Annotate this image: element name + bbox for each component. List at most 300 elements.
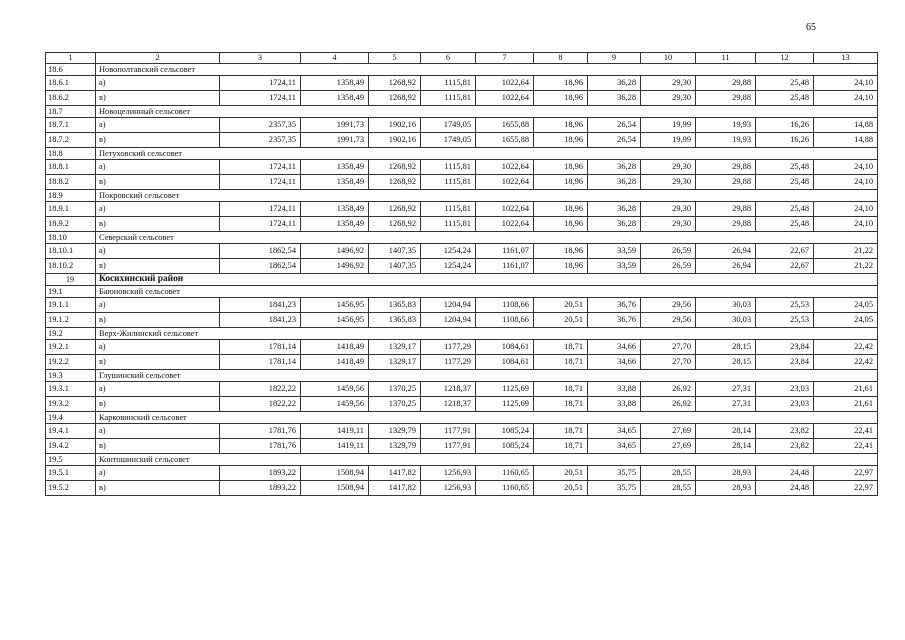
- value-cell: 1841,23: [220, 313, 301, 328]
- value-cell: 1204,94: [421, 298, 476, 313]
- section-name: Баюновский сельсовет: [96, 286, 878, 298]
- value-cell: 14,88: [814, 118, 878, 133]
- value-cell: 26,54: [588, 118, 641, 133]
- value-cell: 28,93: [696, 466, 756, 481]
- value-cell: 22,42: [814, 355, 878, 370]
- row-label: в): [96, 91, 220, 106]
- table-row: [46, 340, 878, 355]
- value-cell: 24,48: [756, 481, 814, 496]
- value-cell: 1724,11: [220, 202, 301, 217]
- value-cell: 18,96: [534, 76, 588, 91]
- table-row: [46, 481, 878, 496]
- value-cell: 18,96: [534, 217, 588, 232]
- row-code: 19.4: [46, 412, 96, 424]
- value-cell: 1724,11: [220, 160, 301, 175]
- value-cell: 18,96: [534, 91, 588, 106]
- value-cell: 33,88: [588, 397, 641, 412]
- value-cell: 24,10: [814, 160, 878, 175]
- value-cell: 1218,37: [421, 397, 476, 412]
- value-cell: 1160,65: [476, 481, 534, 496]
- value-cell: 27,31: [696, 397, 756, 412]
- value-cell: 1022,64: [476, 91, 534, 106]
- header-cell: 1: [46, 53, 96, 64]
- row-code: 19.1.1: [46, 298, 96, 313]
- value-cell: 20,51: [534, 466, 588, 481]
- section-row: [46, 106, 878, 118]
- row-label: в): [96, 133, 220, 148]
- value-cell: 1329,17: [369, 355, 421, 370]
- section-name: Карковинский сельсовет: [96, 412, 878, 424]
- value-cell: 29,88: [696, 160, 756, 175]
- value-cell: 1115,81: [421, 91, 476, 106]
- value-cell: 1459,56: [301, 382, 369, 397]
- value-cell: 1370,25: [369, 397, 421, 412]
- row-label: в): [96, 175, 220, 190]
- value-cell: 25,48: [756, 91, 814, 106]
- row-label: а): [96, 340, 220, 355]
- header-cell: 9: [588, 53, 641, 64]
- row-label: а): [96, 466, 220, 481]
- value-cell: 29,88: [696, 202, 756, 217]
- value-cell: 36,28: [588, 202, 641, 217]
- row-code: 19.4.1: [46, 424, 96, 439]
- value-cell: 1417,82: [369, 466, 421, 481]
- value-cell: 26,59: [641, 244, 696, 259]
- value-cell: 1108,66: [476, 313, 534, 328]
- value-cell: 21,61: [814, 382, 878, 397]
- row-code: 19.4.2: [46, 439, 96, 454]
- value-cell: 1022,64: [476, 160, 534, 175]
- value-cell: 24,05: [814, 313, 878, 328]
- value-cell: 1256,93: [421, 481, 476, 496]
- value-cell: 29,30: [641, 160, 696, 175]
- row-label: в): [96, 259, 220, 274]
- value-cell: 1268,92: [369, 91, 421, 106]
- value-cell: 18,71: [534, 355, 588, 370]
- value-cell: 16,26: [756, 133, 814, 148]
- row-label: а): [96, 244, 220, 259]
- value-cell: 1407,35: [369, 259, 421, 274]
- value-cell: 1108,66: [476, 298, 534, 313]
- value-cell: 1496,92: [301, 259, 369, 274]
- value-cell: 18,71: [534, 382, 588, 397]
- value-cell: 2357,35: [220, 118, 301, 133]
- value-cell: 1724,11: [220, 217, 301, 232]
- value-cell: 1724,11: [220, 175, 301, 190]
- value-cell: 1254,24: [421, 259, 476, 274]
- header-cell: 7: [476, 53, 534, 64]
- value-cell: 27,31: [696, 382, 756, 397]
- value-cell: 1781,76: [220, 424, 301, 439]
- value-cell: 1456,95: [301, 298, 369, 313]
- value-cell: 1329,79: [369, 439, 421, 454]
- value-cell: 18,96: [534, 118, 588, 133]
- value-cell: 25,48: [756, 160, 814, 175]
- row-code: 19.5.2: [46, 481, 96, 496]
- value-cell: 22,41: [814, 439, 878, 454]
- value-cell: 1022,64: [476, 217, 534, 232]
- value-cell: 1022,64: [476, 175, 534, 190]
- value-cell: 1862,54: [220, 244, 301, 259]
- value-cell: 1370,25: [369, 382, 421, 397]
- value-cell: 21,22: [814, 259, 878, 274]
- value-cell: 28,15: [696, 340, 756, 355]
- section-row: [46, 190, 878, 202]
- value-cell: 1459,56: [301, 397, 369, 412]
- value-cell: 29,30: [641, 91, 696, 106]
- value-cell: 1268,92: [369, 217, 421, 232]
- section-name: Контошинский сельсовет: [96, 454, 878, 466]
- value-cell: 1268,92: [369, 76, 421, 91]
- value-cell: 22,41: [814, 424, 878, 439]
- value-cell: 1508,94: [301, 481, 369, 496]
- table-row: [46, 118, 878, 133]
- value-cell: 34,66: [588, 340, 641, 355]
- value-cell: 1329,17: [369, 340, 421, 355]
- value-cell: 30,03: [696, 298, 756, 313]
- value-cell: 1115,81: [421, 217, 476, 232]
- row-code: 19.3: [46, 370, 96, 382]
- value-cell: 1268,92: [369, 175, 421, 190]
- value-cell: 24,10: [814, 91, 878, 106]
- value-cell: 18,96: [534, 175, 588, 190]
- row-code: 19.2: [46, 328, 96, 340]
- value-cell: 29,88: [696, 217, 756, 232]
- value-cell: 1902,16: [369, 133, 421, 148]
- row-code: 19.1: [46, 286, 96, 298]
- value-cell: 1160,65: [476, 466, 534, 481]
- row-code: 18.6.1: [46, 76, 96, 91]
- table-row: [46, 160, 878, 175]
- value-cell: 23,82: [756, 439, 814, 454]
- value-cell: 26,59: [641, 259, 696, 274]
- value-cell: 26,94: [696, 244, 756, 259]
- table-row: [46, 202, 878, 217]
- section-name: Новоцелинный сельсовет: [96, 106, 878, 118]
- row-code: 19.3.2: [46, 397, 96, 412]
- row-code: 18.9.2: [46, 217, 96, 232]
- row-label: в): [96, 481, 220, 496]
- district-name: Косихинский район: [96, 274, 878, 286]
- value-cell: 1254,24: [421, 244, 476, 259]
- value-cell: 2357,35: [220, 133, 301, 148]
- value-cell: 33,59: [588, 244, 641, 259]
- value-cell: 1781,14: [220, 355, 301, 370]
- section-row: [46, 454, 878, 466]
- row-code: 19.3.1: [46, 382, 96, 397]
- value-cell: 1084,61: [476, 355, 534, 370]
- value-cell: 23,84: [756, 340, 814, 355]
- value-cell: 1161,07: [476, 244, 534, 259]
- value-cell: 1177,91: [421, 439, 476, 454]
- value-cell: 1358,49: [301, 91, 369, 106]
- table-body: [46, 53, 878, 496]
- table-row: [46, 397, 878, 412]
- value-cell: 34,65: [588, 439, 641, 454]
- value-cell: 29,30: [641, 175, 696, 190]
- header-cell: 10: [641, 53, 696, 64]
- row-code: 19: [46, 274, 96, 286]
- section-row: [46, 232, 878, 244]
- section-row: [46, 148, 878, 160]
- row-label: в): [96, 397, 220, 412]
- value-cell: 16,26: [756, 118, 814, 133]
- value-cell: 29,88: [696, 76, 756, 91]
- value-cell: 28,14: [696, 439, 756, 454]
- value-cell: 1781,76: [220, 439, 301, 454]
- value-cell: 24,10: [814, 76, 878, 91]
- value-cell: 1655,88: [476, 133, 534, 148]
- value-cell: 26,54: [588, 133, 641, 148]
- value-cell: 1085,24: [476, 439, 534, 454]
- row-label: а): [96, 382, 220, 397]
- value-cell: 24,05: [814, 298, 878, 313]
- section-row: [46, 328, 878, 340]
- section-name: Покровский сельсовет: [96, 190, 878, 202]
- value-cell: 18,96: [534, 133, 588, 148]
- value-cell: 1329,79: [369, 424, 421, 439]
- value-cell: 36,28: [588, 91, 641, 106]
- row-code: 18.9.1: [46, 202, 96, 217]
- row-code: 19.2.1: [46, 340, 96, 355]
- row-code: 18.10.1: [46, 244, 96, 259]
- value-cell: 1115,81: [421, 175, 476, 190]
- section-row: [46, 286, 878, 298]
- value-cell: 22,42: [814, 340, 878, 355]
- section-name: Верх-Жилинский сельсовет: [96, 328, 878, 340]
- value-cell: 23,03: [756, 382, 814, 397]
- value-cell: 1204,94: [421, 313, 476, 328]
- value-cell: 1724,11: [220, 91, 301, 106]
- section-name: Петуховский сельсовет: [96, 148, 878, 160]
- value-cell: 33,59: [588, 259, 641, 274]
- table-row: [46, 424, 878, 439]
- value-cell: 18,71: [534, 340, 588, 355]
- row-label: в): [96, 355, 220, 370]
- value-cell: 1893,22: [220, 481, 301, 496]
- value-cell: 29,56: [641, 298, 696, 313]
- table-row: [46, 382, 878, 397]
- value-cell: 22,97: [814, 481, 878, 496]
- header-cell: 5: [369, 53, 421, 64]
- value-cell: 1822,22: [220, 382, 301, 397]
- section-row: [46, 370, 878, 382]
- value-cell: 1115,81: [421, 160, 476, 175]
- value-cell: 1358,49: [301, 217, 369, 232]
- value-cell: 27,69: [641, 424, 696, 439]
- value-cell: 1365,83: [369, 298, 421, 313]
- value-cell: 19,99: [641, 118, 696, 133]
- value-cell: 1125,69: [476, 382, 534, 397]
- row-code: 18.10.2: [46, 259, 96, 274]
- value-cell: 1085,24: [476, 424, 534, 439]
- value-cell: 28,15: [696, 355, 756, 370]
- row-label: а): [96, 424, 220, 439]
- value-cell: 19,93: [696, 133, 756, 148]
- section-row: [46, 412, 878, 424]
- value-cell: 1161,07: [476, 259, 534, 274]
- value-cell: 1655,88: [476, 118, 534, 133]
- value-cell: 1218,37: [421, 382, 476, 397]
- value-cell: 25,48: [756, 76, 814, 91]
- row-code: 18.7.1: [46, 118, 96, 133]
- value-cell: 24,10: [814, 175, 878, 190]
- row-code: 18.10: [46, 232, 96, 244]
- value-cell: 1125,69: [476, 397, 534, 412]
- value-cell: 25,48: [756, 202, 814, 217]
- table-row: [46, 355, 878, 370]
- row-code: 19.5: [46, 454, 96, 466]
- value-cell: 1749,05: [421, 118, 476, 133]
- value-cell: 36,28: [588, 175, 641, 190]
- value-cell: 1115,81: [421, 76, 476, 91]
- value-cell: 1841,23: [220, 298, 301, 313]
- table-row: [46, 217, 878, 232]
- table-row: [46, 313, 878, 328]
- value-cell: 18,71: [534, 397, 588, 412]
- value-cell: 26,94: [696, 259, 756, 274]
- row-code: 19.2.2: [46, 355, 96, 370]
- value-cell: 1418,49: [301, 340, 369, 355]
- value-cell: 36,28: [588, 217, 641, 232]
- value-cell: 1496,92: [301, 244, 369, 259]
- value-cell: 34,65: [588, 424, 641, 439]
- section-row: [46, 64, 878, 76]
- value-cell: 34,66: [588, 355, 641, 370]
- value-cell: 20,51: [534, 298, 588, 313]
- row-label: в): [96, 439, 220, 454]
- table-row: [46, 466, 878, 481]
- row-code: 18.9: [46, 190, 96, 202]
- value-cell: 1781,14: [220, 340, 301, 355]
- value-cell: 1084,61: [476, 340, 534, 355]
- value-cell: 29,30: [641, 202, 696, 217]
- value-cell: 24,10: [814, 202, 878, 217]
- value-cell: 36,28: [588, 76, 641, 91]
- value-cell: 1177,29: [421, 340, 476, 355]
- value-cell: 14,88: [814, 133, 878, 148]
- value-cell: 22,97: [814, 466, 878, 481]
- value-cell: 26,92: [641, 397, 696, 412]
- value-cell: 25,53: [756, 298, 814, 313]
- value-cell: 18,96: [534, 244, 588, 259]
- value-cell: 1358,49: [301, 160, 369, 175]
- header-cell: 3: [220, 53, 301, 64]
- row-label: в): [96, 313, 220, 328]
- value-cell: 1022,64: [476, 202, 534, 217]
- value-cell: 23,03: [756, 397, 814, 412]
- value-cell: 28,14: [696, 424, 756, 439]
- table-row: [46, 175, 878, 190]
- value-cell: 20,51: [534, 481, 588, 496]
- table-row: [46, 133, 878, 148]
- value-cell: 29,30: [641, 76, 696, 91]
- value-cell: 1268,92: [369, 160, 421, 175]
- header-cell: 8: [534, 53, 588, 64]
- value-cell: 25,48: [756, 175, 814, 190]
- row-code: 19.5.1: [46, 466, 96, 481]
- value-cell: 1862,54: [220, 259, 301, 274]
- row-code: 18.6.2: [46, 91, 96, 106]
- value-cell: 24,48: [756, 466, 814, 481]
- header-cell: 6: [421, 53, 476, 64]
- value-cell: 33,88: [588, 382, 641, 397]
- row-label: а): [96, 202, 220, 217]
- section-name: Новополтавский сельсовет: [96, 64, 878, 76]
- value-cell: 1724,11: [220, 76, 301, 91]
- value-cell: 1991,73: [301, 133, 369, 148]
- row-code: 18.7.2: [46, 133, 96, 148]
- value-cell: 28,55: [641, 466, 696, 481]
- value-cell: 23,84: [756, 355, 814, 370]
- page-number: 65: [806, 22, 816, 33]
- value-cell: 18,71: [534, 439, 588, 454]
- value-cell: 1419,11: [301, 439, 369, 454]
- row-label: а): [96, 76, 220, 91]
- value-cell: 1419,11: [301, 424, 369, 439]
- value-cell: 1115,81: [421, 202, 476, 217]
- value-cell: 18,96: [534, 202, 588, 217]
- value-cell: 1893,22: [220, 466, 301, 481]
- value-cell: 22,67: [756, 244, 814, 259]
- header-row: [46, 53, 878, 64]
- value-cell: 1177,29: [421, 355, 476, 370]
- value-cell: 1022,64: [476, 76, 534, 91]
- table-row: [46, 298, 878, 313]
- header-cell: 12: [756, 53, 814, 64]
- table-row: [46, 91, 878, 106]
- value-cell: 20,51: [534, 313, 588, 328]
- value-cell: 27,70: [641, 355, 696, 370]
- value-cell: 1508,94: [301, 466, 369, 481]
- row-label: а): [96, 118, 220, 133]
- value-cell: 29,88: [696, 91, 756, 106]
- value-cell: 35,75: [588, 466, 641, 481]
- row-code: 18.8.1: [46, 160, 96, 175]
- value-cell: 28,55: [641, 481, 696, 496]
- section-name: Глушинский сельсовет: [96, 370, 878, 382]
- row-code: 18.8.2: [46, 175, 96, 190]
- value-cell: 1256,93: [421, 466, 476, 481]
- value-cell: 27,69: [641, 439, 696, 454]
- value-cell: 36,76: [588, 313, 641, 328]
- value-cell: 19,99: [641, 133, 696, 148]
- value-cell: 36,28: [588, 160, 641, 175]
- row-code: 18.6: [46, 64, 96, 76]
- value-cell: 1268,92: [369, 202, 421, 217]
- value-cell: 1418,49: [301, 355, 369, 370]
- value-cell: 29,56: [641, 313, 696, 328]
- value-cell: 26,92: [641, 382, 696, 397]
- value-cell: 27,70: [641, 340, 696, 355]
- value-cell: 18,96: [534, 160, 588, 175]
- value-cell: 1358,49: [301, 76, 369, 91]
- value-cell: 1991,73: [301, 118, 369, 133]
- row-code: 18.7: [46, 106, 96, 118]
- value-cell: 24,10: [814, 217, 878, 232]
- value-cell: 19,93: [696, 118, 756, 133]
- value-cell: 22,67: [756, 259, 814, 274]
- value-cell: 18,96: [534, 259, 588, 274]
- value-cell: 21,61: [814, 397, 878, 412]
- value-cell: 1358,49: [301, 175, 369, 190]
- value-cell: 25,53: [756, 313, 814, 328]
- table-row: [46, 259, 878, 274]
- table-row: [46, 244, 878, 259]
- header-cell: 13: [814, 53, 878, 64]
- header-cell: 4: [301, 53, 369, 64]
- value-cell: 29,88: [696, 175, 756, 190]
